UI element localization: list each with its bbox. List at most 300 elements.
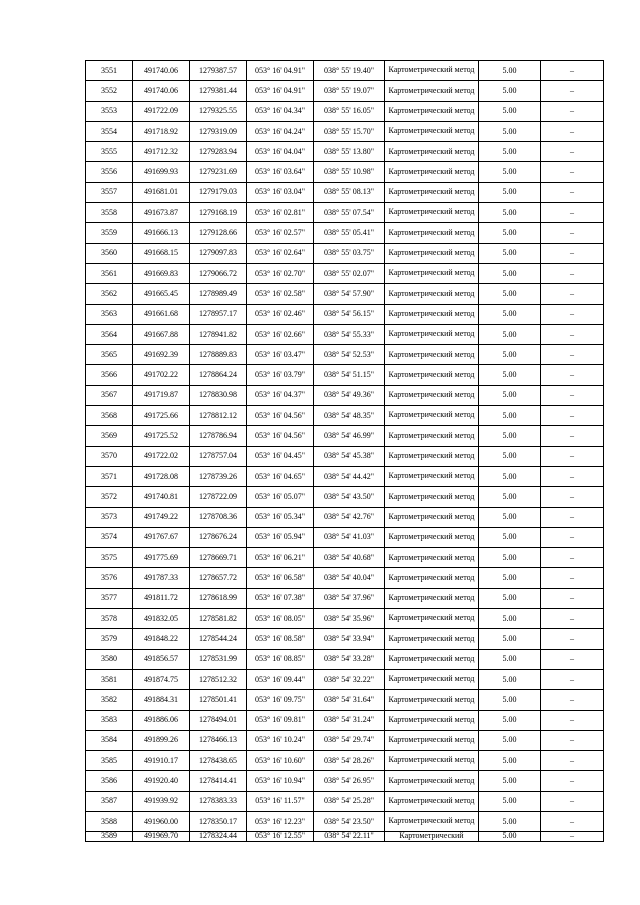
point-number-cell: 3575 (86, 548, 133, 568)
latitude-cell: 053° 16' 11.57" (247, 791, 314, 811)
method-cell: Картометрический метод (385, 771, 479, 791)
accuracy-cell: 5.00 (479, 446, 541, 466)
note-cell: – (541, 223, 604, 243)
method-cell: Картометрический метод (385, 507, 479, 527)
table-row (86, 284, 604, 304)
accuracy-cell: 5.00 (479, 832, 541, 842)
latitude-cell: 053° 16' 02.57" (247, 223, 314, 243)
table-row (86, 771, 604, 791)
longitude-cell: 038° 54' 32.22" (314, 669, 385, 689)
method-cell: Картометрический метод (385, 223, 479, 243)
x-coordinate-cell: 491719.87 (133, 385, 190, 405)
accuracy-cell: 5.00 (479, 507, 541, 527)
x-coordinate-cell: 491969.70 (133, 832, 190, 842)
note-cell: – (541, 751, 604, 771)
table-row (86, 791, 604, 811)
point-number-cell: 3567 (86, 385, 133, 405)
accuracy-cell: 5.00 (479, 406, 541, 426)
x-coordinate-cell: 491673.87 (133, 203, 190, 223)
table-row (86, 649, 604, 669)
longitude-cell: 038° 54' 26.95" (314, 771, 385, 791)
note-cell: – (541, 182, 604, 202)
x-coordinate-cell: 491787.33 (133, 568, 190, 588)
method-cell: Картометрический метод (385, 811, 479, 831)
table-row (86, 487, 604, 507)
y-coordinate-cell: 1278414.41 (190, 771, 247, 791)
x-coordinate-cell: 491692.39 (133, 345, 190, 365)
y-coordinate-cell: 1278438.65 (190, 751, 247, 771)
note-cell: – (541, 771, 604, 791)
longitude-cell: 038° 55' 13.80" (314, 142, 385, 162)
note-cell: – (541, 406, 604, 426)
table-row (86, 568, 604, 588)
longitude-cell: 038° 54' 31.64" (314, 690, 385, 710)
method-cell: Картометрический метод (385, 345, 479, 365)
accuracy-cell: 5.00 (479, 811, 541, 831)
accuracy-cell: 5.00 (479, 466, 541, 486)
table-row (86, 365, 604, 385)
point-number-cell: 3577 (86, 588, 133, 608)
accuracy-cell: 5.00 (479, 791, 541, 811)
accuracy-cell: 5.00 (479, 527, 541, 547)
method-cell: Картометрический метод (385, 284, 479, 304)
method-cell: Картометрический метод (385, 669, 479, 689)
table-row (86, 121, 604, 141)
accuracy-cell: 5.00 (479, 345, 541, 365)
note-cell: – (541, 101, 604, 121)
note-cell: – (541, 142, 604, 162)
accuracy-cell: 5.00 (479, 121, 541, 141)
table-row (86, 406, 604, 426)
method-cell: Картометрический метод (385, 142, 479, 162)
method-cell: Картометрический метод (385, 263, 479, 283)
accuracy-cell: 5.00 (479, 629, 541, 649)
note-cell: – (541, 629, 604, 649)
latitude-cell: 053° 16' 02.70" (247, 263, 314, 283)
x-coordinate-cell: 491725.66 (133, 406, 190, 426)
x-coordinate-cell: 491899.26 (133, 730, 190, 750)
y-coordinate-cell: 1278383.33 (190, 791, 247, 811)
x-coordinate-cell: 491740.06 (133, 81, 190, 101)
latitude-cell: 053° 16' 02.46" (247, 304, 314, 324)
note-cell: – (541, 324, 604, 344)
note-cell: – (541, 669, 604, 689)
accuracy-cell: 5.00 (479, 771, 541, 791)
y-coordinate-cell: 1278531.99 (190, 649, 247, 669)
method-cell: Картометрический метод (385, 203, 479, 223)
note-cell: – (541, 487, 604, 507)
latitude-cell: 053° 16' 03.04" (247, 182, 314, 202)
method-cell: Картометрический метод (385, 588, 479, 608)
accuracy-cell: 5.00 (479, 142, 541, 162)
point-number-cell: 3552 (86, 81, 133, 101)
longitude-cell: 038° 55' 02.07" (314, 263, 385, 283)
point-number-cell: 3580 (86, 649, 133, 669)
accuracy-cell: 5.00 (479, 487, 541, 507)
accuracy-cell: 5.00 (479, 162, 541, 182)
point-number-cell: 3583 (86, 710, 133, 730)
y-coordinate-cell: 1279066.72 (190, 263, 247, 283)
y-coordinate-cell: 1279179.03 (190, 182, 247, 202)
table-row (86, 548, 604, 568)
accuracy-cell: 5.00 (479, 426, 541, 446)
x-coordinate-cell: 491702.22 (133, 365, 190, 385)
table-row (86, 203, 604, 223)
y-coordinate-cell: 1278864.24 (190, 365, 247, 385)
longitude-cell: 038° 55' 08.13" (314, 182, 385, 202)
accuracy-cell: 5.00 (479, 304, 541, 324)
method-cell: Картометрический метод (385, 304, 479, 324)
latitude-cell: 053° 16' 04.24" (247, 121, 314, 141)
method-cell: Картометрический метод (385, 548, 479, 568)
point-number-cell: 3566 (86, 365, 133, 385)
longitude-cell: 038° 54' 52.53" (314, 345, 385, 365)
point-number-cell: 3557 (86, 182, 133, 202)
method-cell: Картометрический метод (385, 527, 479, 547)
x-coordinate-cell: 491740.81 (133, 487, 190, 507)
x-coordinate-cell: 491740.06 (133, 61, 190, 81)
note-cell: – (541, 243, 604, 263)
method-cell: Картометрический метод (385, 690, 479, 710)
y-coordinate-cell: 1278957.17 (190, 304, 247, 324)
latitude-cell: 053° 16' 12.23" (247, 811, 314, 831)
longitude-cell: 038° 55' 16.05" (314, 101, 385, 121)
x-coordinate-cell: 491767.67 (133, 527, 190, 547)
table-row (86, 243, 604, 263)
point-number-cell: 3570 (86, 446, 133, 466)
accuracy-cell: 5.00 (479, 710, 541, 730)
table-row (86, 669, 604, 689)
point-number-cell: 3579 (86, 629, 133, 649)
method-cell: Картометрический метод (385, 101, 479, 121)
note-cell: – (541, 832, 604, 842)
latitude-cell: 053° 16' 05.94" (247, 527, 314, 547)
latitude-cell: 053° 16' 02.66" (247, 324, 314, 344)
table-row (86, 61, 604, 81)
accuracy-cell: 5.00 (479, 690, 541, 710)
latitude-cell: 053° 16' 05.07" (247, 487, 314, 507)
y-coordinate-cell: 1279168.19 (190, 203, 247, 223)
x-coordinate-cell: 491722.09 (133, 101, 190, 121)
longitude-cell: 038° 54' 51.15" (314, 365, 385, 385)
point-number-cell: 3587 (86, 791, 133, 811)
note-cell: – (541, 466, 604, 486)
method-cell: Картометрический метод (385, 629, 479, 649)
method-cell: Картометрический метод (385, 324, 479, 344)
y-coordinate-cell: 1279381.44 (190, 81, 247, 101)
note-cell: – (541, 507, 604, 527)
table-row (86, 324, 604, 344)
point-number-cell: 3563 (86, 304, 133, 324)
accuracy-cell: 5.00 (479, 669, 541, 689)
x-coordinate-cell: 491886.06 (133, 710, 190, 730)
y-coordinate-cell: 1278941.82 (190, 324, 247, 344)
table-body (86, 61, 604, 842)
point-number-cell: 3555 (86, 142, 133, 162)
accuracy-cell: 5.00 (479, 548, 541, 568)
method-cell: Картометрический метод (385, 121, 479, 141)
method-cell: Картометрический метод (385, 243, 479, 263)
y-coordinate-cell: 1278722.09 (190, 487, 247, 507)
note-cell: – (541, 730, 604, 750)
method-cell: Картометрический метод (385, 365, 479, 385)
table-row (86, 690, 604, 710)
note-cell: – (541, 811, 604, 831)
method-cell: Картометрический метод (385, 406, 479, 426)
point-number-cell: 3568 (86, 406, 133, 426)
method-cell: Картометрический метод (385, 649, 479, 669)
accuracy-cell: 5.00 (479, 568, 541, 588)
note-cell: – (541, 365, 604, 385)
accuracy-cell: 5.00 (479, 263, 541, 283)
latitude-cell: 053° 16' 09.81" (247, 710, 314, 730)
accuracy-cell: 5.00 (479, 101, 541, 121)
boundary-points-table (85, 60, 604, 842)
note-cell: – (541, 588, 604, 608)
x-coordinate-cell: 491775.69 (133, 548, 190, 568)
point-number-cell: 3564 (86, 324, 133, 344)
point-number-cell: 3582 (86, 690, 133, 710)
longitude-cell: 038° 54' 43.50" (314, 487, 385, 507)
latitude-cell: 053° 16' 04.37" (247, 385, 314, 405)
latitude-cell: 053° 16' 08.58" (247, 629, 314, 649)
accuracy-cell: 5.00 (479, 243, 541, 263)
y-coordinate-cell: 1278501.41 (190, 690, 247, 710)
x-coordinate-cell: 491910.17 (133, 751, 190, 771)
x-coordinate-cell: 491939.92 (133, 791, 190, 811)
accuracy-cell: 5.00 (479, 751, 541, 771)
y-coordinate-cell: 1278989.49 (190, 284, 247, 304)
longitude-cell: 038° 54' 41.03" (314, 527, 385, 547)
table-row (86, 182, 604, 202)
longitude-cell: 038° 54' 35.96" (314, 609, 385, 629)
latitude-cell: 053° 16' 10.24" (247, 730, 314, 750)
note-cell: – (541, 710, 604, 730)
longitude-cell: 038° 55' 03.75" (314, 243, 385, 263)
x-coordinate-cell: 491681.01 (133, 182, 190, 202)
x-coordinate-cell: 491920.40 (133, 771, 190, 791)
x-coordinate-cell: 491722.02 (133, 446, 190, 466)
table-row (86, 811, 604, 831)
method-cell: Картометрический метод (385, 61, 479, 81)
table-row (86, 345, 604, 365)
method-cell: Картометрический метод (385, 791, 479, 811)
point-number-cell: 3553 (86, 101, 133, 121)
table-row (86, 466, 604, 486)
accuracy-cell: 5.00 (479, 730, 541, 750)
latitude-cell: 053° 16' 08.85" (247, 649, 314, 669)
y-coordinate-cell: 1279319.09 (190, 121, 247, 141)
point-number-cell: 3560 (86, 243, 133, 263)
x-coordinate-cell: 491718.92 (133, 121, 190, 141)
x-coordinate-cell: 491749.22 (133, 507, 190, 527)
longitude-cell: 038° 54' 45.38" (314, 446, 385, 466)
accuracy-cell: 5.00 (479, 203, 541, 223)
accuracy-cell: 5.00 (479, 385, 541, 405)
longitude-cell: 038° 54' 40.68" (314, 548, 385, 568)
accuracy-cell: 5.00 (479, 81, 541, 101)
longitude-cell: 038° 54' 55.33" (314, 324, 385, 344)
longitude-cell: 038° 54' 33.94" (314, 629, 385, 649)
table-row (86, 426, 604, 446)
longitude-cell: 038° 55' 05.41" (314, 223, 385, 243)
latitude-cell: 053° 16' 02.58" (247, 284, 314, 304)
longitude-cell: 038° 55' 19.07" (314, 81, 385, 101)
note-cell: – (541, 548, 604, 568)
latitude-cell: 053° 16' 09.75" (247, 690, 314, 710)
latitude-cell: 053° 16' 04.45" (247, 446, 314, 466)
table-row (86, 710, 604, 730)
y-coordinate-cell: 1278494.01 (190, 710, 247, 730)
x-coordinate-cell: 491665.45 (133, 284, 190, 304)
table-row (86, 629, 604, 649)
y-coordinate-cell: 1278676.24 (190, 527, 247, 547)
note-cell: – (541, 121, 604, 141)
point-number-cell: 3586 (86, 771, 133, 791)
latitude-cell: 053° 16' 05.34" (247, 507, 314, 527)
point-number-cell: 3574 (86, 527, 133, 547)
table-row (86, 162, 604, 182)
y-coordinate-cell: 1279283.94 (190, 142, 247, 162)
x-coordinate-cell: 491669.83 (133, 263, 190, 283)
note-cell: – (541, 690, 604, 710)
point-number-cell: 3551 (86, 61, 133, 81)
table-row (86, 527, 604, 547)
longitude-cell: 038° 54' 29.74" (314, 730, 385, 750)
latitude-cell: 053° 16' 04.56" (247, 406, 314, 426)
latitude-cell: 053° 16' 08.05" (247, 609, 314, 629)
latitude-cell: 053° 16' 03.79" (247, 365, 314, 385)
y-coordinate-cell: 1278350.17 (190, 811, 247, 831)
x-coordinate-cell: 491874.75 (133, 669, 190, 689)
y-coordinate-cell: 1279231.69 (190, 162, 247, 182)
latitude-cell: 053° 16' 09.44" (247, 669, 314, 689)
point-number-cell: 3571 (86, 466, 133, 486)
latitude-cell: 053° 16' 04.91" (247, 81, 314, 101)
point-number-cell: 3554 (86, 121, 133, 141)
y-coordinate-cell: 1279325.55 (190, 101, 247, 121)
accuracy-cell: 5.00 (479, 284, 541, 304)
method-cell: Картометрический метод (385, 446, 479, 466)
point-number-cell: 3578 (86, 609, 133, 629)
latitude-cell: 053° 16' 10.60" (247, 751, 314, 771)
point-number-cell: 3584 (86, 730, 133, 750)
table-row (86, 832, 604, 842)
accuracy-cell: 5.00 (479, 324, 541, 344)
x-coordinate-cell: 491661.68 (133, 304, 190, 324)
point-number-cell: 3559 (86, 223, 133, 243)
accuracy-cell: 5.00 (479, 182, 541, 202)
latitude-cell: 053° 16' 04.91" (247, 61, 314, 81)
point-number-cell: 3576 (86, 568, 133, 588)
accuracy-cell: 5.00 (479, 588, 541, 608)
y-coordinate-cell: 1278708.36 (190, 507, 247, 527)
longitude-cell: 038° 54' 31.24" (314, 710, 385, 730)
point-number-cell: 3569 (86, 426, 133, 446)
method-cell: Картометрический метод (385, 568, 479, 588)
accuracy-cell: 5.00 (479, 223, 541, 243)
latitude-cell: 053° 16' 02.81" (247, 203, 314, 223)
table-row (86, 263, 604, 283)
table-row (86, 507, 604, 527)
table-row (86, 223, 604, 243)
point-number-cell: 3562 (86, 284, 133, 304)
x-coordinate-cell: 491856.57 (133, 649, 190, 669)
longitude-cell: 038° 54' 49.36" (314, 385, 385, 405)
table-row (86, 304, 604, 324)
accuracy-cell: 5.00 (479, 61, 541, 81)
note-cell: – (541, 446, 604, 466)
method-cell: Картометрический метод (385, 751, 479, 771)
y-coordinate-cell: 1278618.99 (190, 588, 247, 608)
latitude-cell: 053° 16' 10.94" (247, 771, 314, 791)
y-coordinate-cell: 1278812.12 (190, 406, 247, 426)
note-cell: – (541, 791, 604, 811)
longitude-cell: 038° 54' 28.26" (314, 751, 385, 771)
longitude-cell: 038° 54' 22.11" (314, 832, 385, 842)
longitude-cell: 038° 54' 48.35" (314, 406, 385, 426)
longitude-cell: 038° 54' 23.50" (314, 811, 385, 831)
latitude-cell: 053° 16' 03.47" (247, 345, 314, 365)
point-number-cell: 3556 (86, 162, 133, 182)
note-cell: – (541, 649, 604, 669)
note-cell: – (541, 263, 604, 283)
x-coordinate-cell: 491666.13 (133, 223, 190, 243)
y-coordinate-cell: 1278830.98 (190, 385, 247, 405)
method-cell: Картометрический метод (385, 182, 479, 202)
y-coordinate-cell: 1278889.83 (190, 345, 247, 365)
longitude-cell: 038° 55' 10.98" (314, 162, 385, 182)
x-coordinate-cell: 491848.22 (133, 629, 190, 649)
note-cell: – (541, 304, 604, 324)
x-coordinate-cell: 491884.31 (133, 690, 190, 710)
y-coordinate-cell: 1278757.04 (190, 446, 247, 466)
point-number-cell: 3572 (86, 487, 133, 507)
accuracy-cell: 5.00 (479, 365, 541, 385)
table-row (86, 81, 604, 101)
latitude-cell: 053° 16' 06.21" (247, 548, 314, 568)
latitude-cell: 053° 16' 04.65" (247, 466, 314, 486)
method-cell: Картометрический метод (385, 81, 479, 101)
note-cell: – (541, 385, 604, 405)
method-cell: Картометрический метод (385, 487, 479, 507)
y-coordinate-cell: 1278786.94 (190, 426, 247, 446)
x-coordinate-cell: 491728.08 (133, 466, 190, 486)
latitude-cell: 053° 16' 04.34" (247, 101, 314, 121)
longitude-cell: 038° 54' 56.15" (314, 304, 385, 324)
table-row (86, 609, 604, 629)
latitude-cell: 053° 16' 12.55" (247, 832, 314, 842)
point-number-cell: 3558 (86, 203, 133, 223)
table-row (86, 730, 604, 750)
method-cell: Картометрический метод (385, 466, 479, 486)
point-number-cell: 3561 (86, 263, 133, 283)
point-number-cell: 3581 (86, 669, 133, 689)
longitude-cell: 038° 54' 40.04" (314, 568, 385, 588)
latitude-cell: 053° 16' 04.04" (247, 142, 314, 162)
table-row (86, 142, 604, 162)
longitude-cell: 038° 54' 42.76" (314, 507, 385, 527)
method-cell: Картометрический метод (385, 162, 479, 182)
longitude-cell: 038° 54' 44.42" (314, 466, 385, 486)
point-number-cell: 3565 (86, 345, 133, 365)
latitude-cell: 053° 16' 07.38" (247, 588, 314, 608)
note-cell: – (541, 162, 604, 182)
note-cell: – (541, 568, 604, 588)
note-cell: – (541, 61, 604, 81)
longitude-cell: 038° 54' 33.28" (314, 649, 385, 669)
longitude-cell: 038° 54' 46.99" (314, 426, 385, 446)
